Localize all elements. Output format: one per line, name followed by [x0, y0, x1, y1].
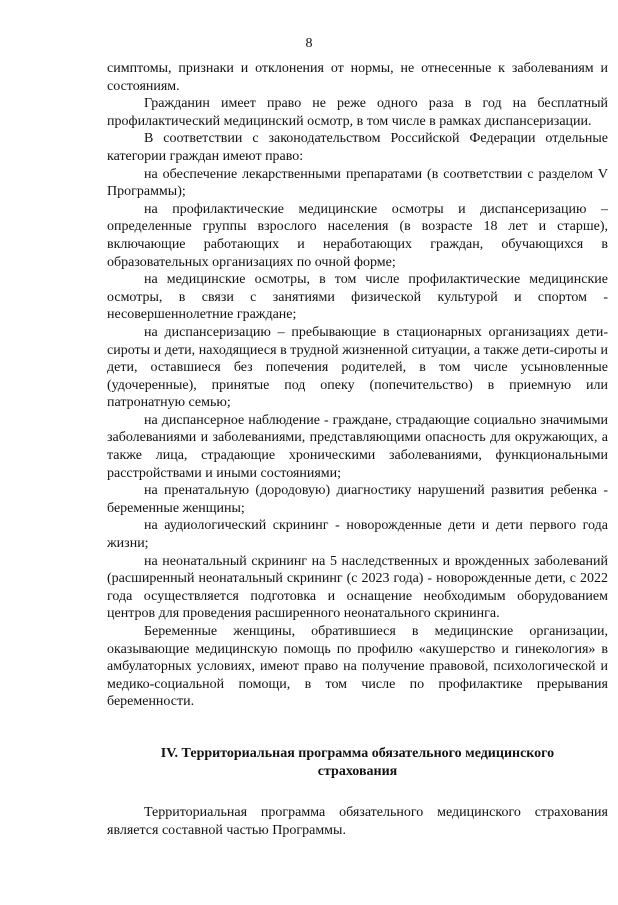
paragraph-dispensary-observation: на диспансерное наблюдение - граждане, страдающие социально значимыми заболеваниями и заболеваниями, представляющими опасность для окружающих, а также лица, страдающие хроническими заболеваниями, функциональными расстройствами и иными состояниями; [107, 412, 608, 481]
paragraph-preventive-exams-adults: на профилактические медицинские осмотры и диспансеризацию – определенные группы взрослого населения (в возрасте 18 лет и старше), включающие работающих и неработающих граждан, обучающихся в образовательных организациях по очной форме; [107, 201, 608, 270]
document-body [107, 60, 608, 839]
section-title-line-1: IV. Территориальная программа обязательного медицинского [160, 745, 555, 761]
paragraph-neonatal-screening: на неонатальный скрининг на 5 наследственных и врожденных заболеваний (расширенный неонатальный скрининг (с 2023 года) - новорожденные дети, с 2022 года осуществляется подготовка и оснащение необходимым оборудованием центров для проведения расширенного неонатального скрининга. [107, 553, 608, 622]
paragraph-medical-exams-minors: на медицинские осмотры, в том числе профилактические медицинские осмотры, в связи с занятиями физической культурой и спортом - несовершеннолетние граждане; [107, 272, 608, 323]
paragraph-pregnant-women: Беременные женщины, обратившиеся в медицинские организации, оказывающие медицинскую помощь по профилю «акушерство и гинекология» в амбулаторных условиях, имеют право на получение правовой, психологической и медико-социальной помощи, в том числе по профилактике прерывания беременности. [107, 624, 608, 710]
paragraph-medicines: на обеспечение лекарственными препаратами (в соответствии с разделом V Программы); [107, 166, 608, 200]
paragraph-audiological-screening: на аудиологический скрининг - новорожденные дети и дети первого года жизни; [107, 518, 608, 552]
paragraph-categories-intro: В соответствии с законодательством Российской Федерации отдельные категории граждан имеют право: [107, 131, 608, 164]
spacer [107, 780, 608, 804]
paragraph-annual-checkup: Гражданин имеет право не реже одного раза в год на бесплатный профилактический медицинский осмотр, в том числе в рамках диспансеризации. [107, 96, 608, 129]
paragraph-symptoms-continuation: симптомы, признаки и отклонения от нормы, не отнесенные к заболеваниям и состояниям. [107, 61, 608, 94]
section-title-line-2: страхования [317, 763, 398, 779]
paragraph-territorial-program: Территориальная программа обязательного медицинского страхования является составной частью Программы. [107, 805, 608, 838]
paragraph-orphans-dispensarization: на диспансеризацию – пребывающие в стационарных организациях дети-сироты и дети, находящиеся в трудной жизненной ситуации, а также дети-сироты и дети, оставшиеся без попечения родителей, в том числе усыновленные (удочеренные), принятые под опеку (попечительство) в приемную или патронатную семью; [107, 324, 608, 411]
spacer [107, 711, 608, 745]
paragraph-prenatal-diagnostics: на пренатальную (дородовую) диагностику нарушений развития ребенка - беременные женщины; [107, 483, 608, 516]
section-title [107, 745, 608, 780]
page-number: 8 [305, 36, 313, 51]
